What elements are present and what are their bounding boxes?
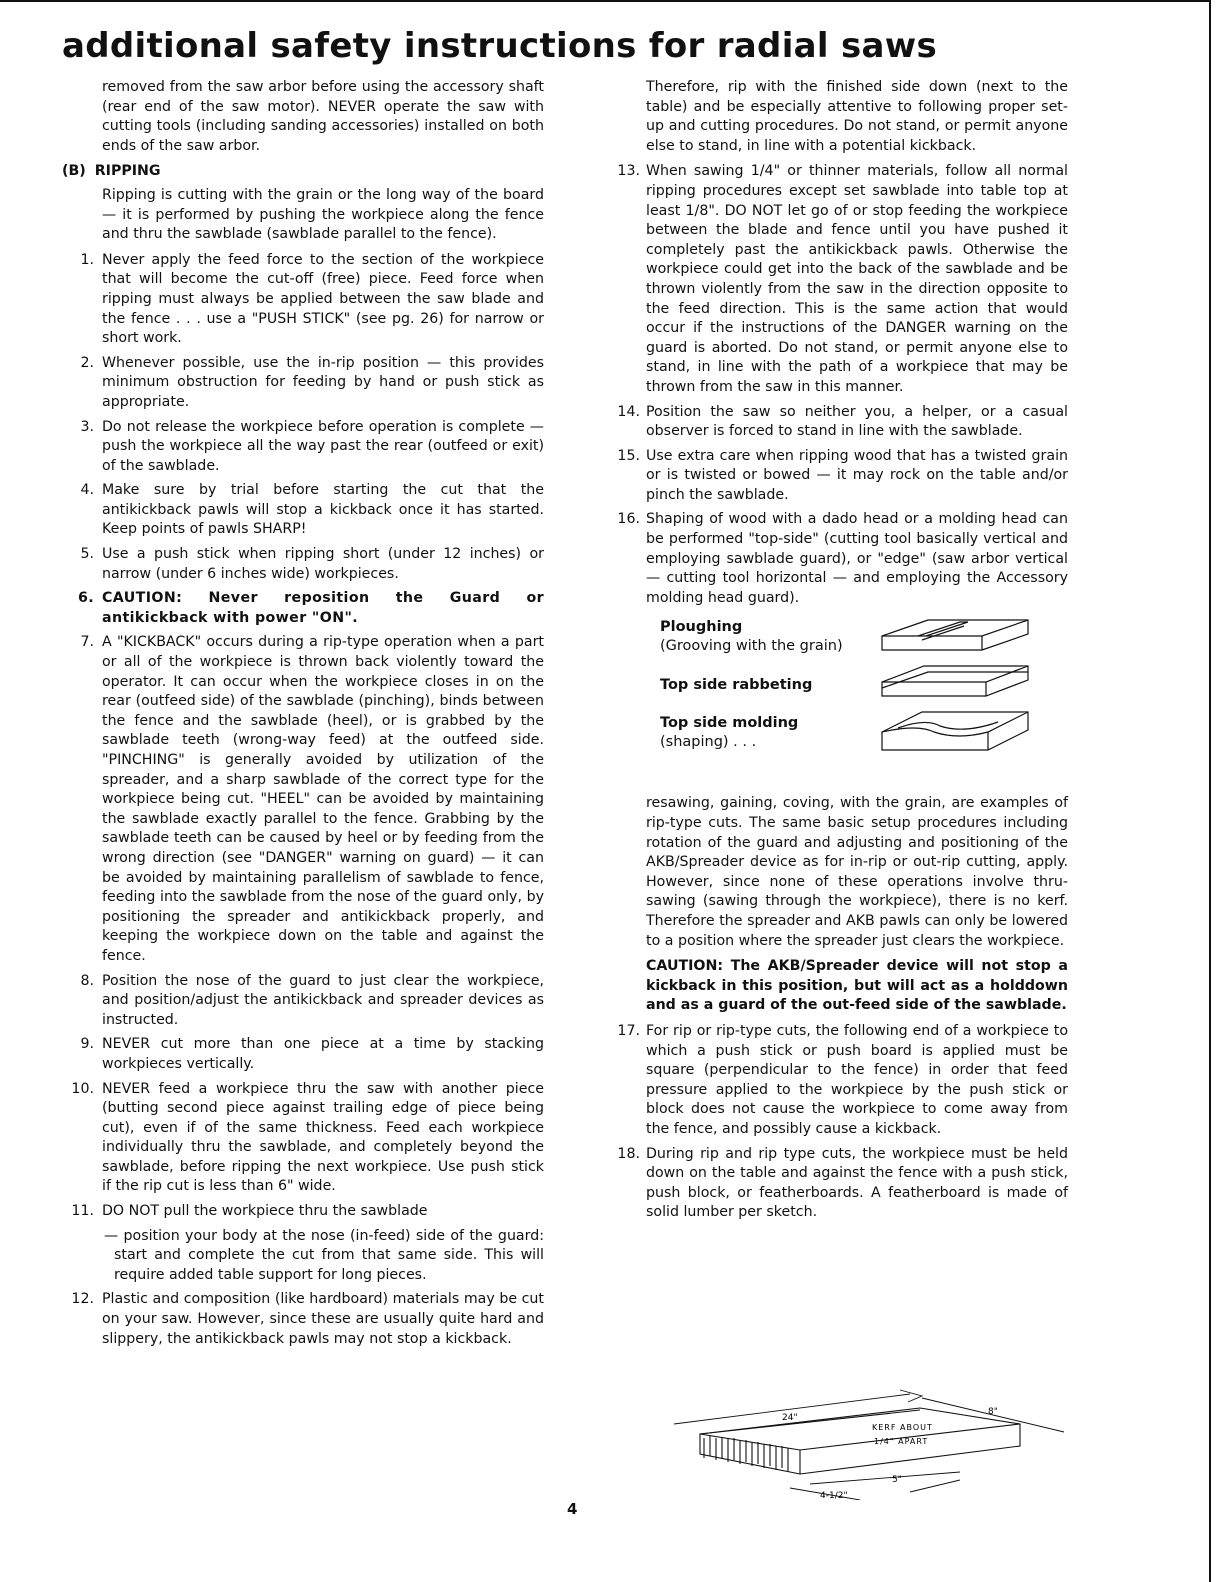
molding-label — [660, 714, 798, 752]
section-intro: Ripping is cutting with the grain or the long way of the board — it is performed by pushing the workpiece along the fence and thru the sawblade (sawblade parallel to the fence). — [102, 186, 544, 243]
dimension-lines — [674, 1390, 1064, 1500]
item-text: Position the nose of the guard to just clear the workpiece, and position/adjust the antikickback and spreader devices as instructed. — [102, 972, 544, 1028]
item-number: 15. — [617, 447, 640, 464]
page-title: additional safety instructions for radial saws — [62, 26, 938, 66]
list-item — [617, 447, 1068, 506]
kerf-note-1: KERF ABOUT — [872, 1423, 933, 1432]
item-text: CAUTION: Never reposition the Guard or antikickback with power "ON". — [102, 590, 544, 626]
item-text: Never apply the feed force to the section of the workpiece that will become the cut-off (free) piece. Feed force when ripping must always be applied between the saw blade and the fence . . . use a "PUSH STICK" (see pg. 26) for narrow or short work. — [102, 251, 544, 347]
item-number: 5. — [80, 546, 94, 563]
ploughing-subtitle: (Grooving with the grain) — [660, 638, 843, 655]
molding-title: Top side molding — [660, 715, 799, 732]
item-number: 14. — [617, 403, 640, 420]
list-item — [62, 418, 544, 477]
wood-profiles-illustration — [878, 614, 1038, 774]
page-number: 4 — [567, 1500, 578, 1518]
list-item — [617, 1022, 1068, 1140]
item-text: NEVER cut more than one piece at a time by stacking workpieces vertically. — [102, 1036, 544, 1072]
list-item — [62, 633, 544, 966]
item-text: Use extra care when ripping wood that has a twisted grain or is twisted or bowed — it may rock on the table and/or pinch the sawblade. — [646, 447, 1068, 503]
rabbeting-title: Top side rabbeting — [660, 677, 813, 694]
list-item — [617, 510, 1068, 608]
item-number: 9. — [80, 1036, 94, 1053]
item-text: For rip or rip-type cuts, the following end of a workpiece to which a push stick or push board is applied must be square (perpendicular to the fence) in order that feed pressure applied to the workpiece by the push stick or block does not cause the workpiece to come away from the fence, and possibly cause a kickback. — [646, 1022, 1068, 1137]
item-text: During rip and rip type cuts, the workpiece must be held down on the table and against the fence with a push stick, push block, or featherboards. A featherboard is made of solid lumber per sketch. — [646, 1145, 1068, 1221]
cut-types-figure — [646, 614, 1068, 784]
item-number: 7. — [80, 634, 94, 651]
item-text: Shaping of wood with a dado head or a molding head can be performed "top-side" (cutting tool basically vertical and employing sawblade guard), or "edge" (saw arbor vertical — cutting tool horizontal — and employing the Accessory molding head guard). — [646, 511, 1068, 606]
item-number: 18. — [617, 1145, 640, 1162]
section-heading — [62, 162, 544, 182]
item-number: 6. — [77, 590, 94, 607]
item-number: 16. — [617, 511, 640, 528]
continued-paragraph: Therefore, rip with the finished side down (next to the table) and be especially attentive to following proper set-up and cutting procedures. Do not stand, or permit anyone else to stand, in line with a potential kickback. — [646, 79, 1068, 154]
dim-4-half: 4-1/2" — [820, 1491, 848, 1500]
list-item — [62, 545, 544, 584]
kerf-note-2: 1/4" APART — [874, 1437, 929, 1446]
list-item — [617, 1145, 1068, 1223]
ploughing-board — [882, 620, 1028, 650]
item-text: NEVER feed a workpiece thru the saw with another piece (butting second piece against trailing edge of piece being cut), even if of the same thickness. Feed each workpiece individually thru the sawblade, and completely beyond the sawblade, before ripping the next workpiece. Use push stick if the rip cut is less than 6" wide. — [102, 1080, 544, 1195]
dim-width: 8" — [988, 1407, 998, 1417]
list-item — [617, 162, 1068, 397]
list-item — [62, 481, 544, 540]
item-text: When sawing 1/4" or thinner materials, follow all normal ripping procedures except set sawblade into table top at least 1/8". DO NOT let go of or stop feeding the workpiece between the blade and fence until you have pushed it completely past the antikickback pawls. Otherwise the workpiece could get into the back of the sawblade and be thrown violently from the saw in the direction opposite to the feed direction. This is the same action that would occur if the instructions of the DANGER warning on the guard is aborted. Do not stand, or permit anyone else to stand, in line with the path of a workpiece that may be thrown from the saw in this manner. — [646, 163, 1068, 395]
item-text: Use a push stick when ripping short (under 12 inches) or narrow (under 6 inches wide) workpieces. — [102, 546, 544, 582]
dim-length: 24" — [782, 1413, 798, 1423]
item-text: DO NOT pull the workpiece thru the sawblade — [102, 1203, 428, 1220]
item-text: Whenever possible, use the in-rip position — this provides minimum obstruction for feeding by hand or push stick as appropriate. — [102, 354, 544, 410]
item-text: Plastic and composition (like hardboard) materials may be cut on your saw. However, since these are usually quite hard and slippery, the antikickback pawls may not stop a kickback. — [102, 1291, 544, 1347]
item-text: Make sure by trial before starting the cut that the antikickback pawls will stop a kickback once it has started. Keep points of pawls SHARP! — [102, 482, 544, 538]
list-item — [62, 1202, 544, 1222]
molding-board — [882, 712, 1028, 750]
list-item — [62, 354, 544, 413]
item-number: 12. — [71, 1291, 94, 1308]
rip-type-paragraph: resawing, gaining, coving, with the grain, are examples of rip-type cuts. The same basic setup procedures including rotation of the guard and adjusting and positioning of the AKB/Spreader device as for in-rip or out-rip cutting, apply. However, since none of these operations involve thru-sawing (sawing through the workpiece), there is no kerf. Therefore the spreader and AKB pawls can only be lowered to a position where the spreader just clears the workpiece. — [646, 795, 1068, 949]
intro-paragraph: removed from the saw arbor before using the accessory shaft (rear end of the saw motor). NEVER operate the saw with cutting tools (including sanding accessories) installed on both ends of the saw arbor. — [102, 79, 544, 154]
featherboard-outline — [700, 1408, 1020, 1474]
left-column — [62, 78, 544, 1354]
item-number: 8. — [80, 972, 94, 989]
list-item — [62, 972, 544, 1031]
list-item — [62, 251, 544, 349]
item-text: Position the saw so neither you, a helper, or a casual observer is forced to stand in line with the sawblade. — [646, 403, 1068, 440]
item-number: 13. — [617, 163, 640, 180]
item-number: 2. — [80, 354, 94, 371]
page-border-top — [0, 0, 1210, 2]
list-item-caution — [62, 589, 544, 628]
item-text: Do not release the workpiece before operation is complete — push the workpiece all the way past the rear (outfeed or exit) of the sawblade. — [102, 418, 544, 474]
molding-subtitle: (shaping) . . . — [660, 734, 757, 751]
list-item — [617, 403, 1068, 442]
list-item — [62, 1290, 544, 1349]
rabbeting-board — [882, 666, 1028, 696]
item-number: 4. — [80, 482, 94, 499]
item-number: 11. — [71, 1203, 94, 1220]
akb-caution: CAUTION: The AKB/Spreader device will not stop a kickback in this position, but will act as a holddown and as a guard of the out-feed side of the sawblade. — [646, 958, 1068, 1014]
list-item — [62, 1035, 544, 1074]
section-title: RIPPING — [94, 163, 161, 180]
section-label: (B) — [62, 163, 86, 180]
rabbeting-label — [660, 676, 812, 695]
ploughing-title: Ploughing — [660, 619, 743, 636]
right-column — [617, 78, 1068, 1228]
featherboard-sketch — [660, 1388, 1070, 1500]
item-11-sub: — position your body at the nose (in-feed) side of the guard: start and complete the cut from that same side. This will require added table support for long pieces. — [104, 1227, 544, 1283]
item-number: 10. — [71, 1080, 94, 1097]
list-item — [62, 1080, 544, 1198]
ploughing-label — [660, 618, 843, 656]
page-border-right — [1209, 0, 1211, 1582]
item-number: 3. — [80, 418, 94, 435]
dim-5: 5" — [892, 1475, 902, 1485]
item-number: 17. — [617, 1022, 640, 1039]
item-text: A "KICKBACK" occurs during a rip-type operation when a part or all of the workpiece is thrown back violently toward the operator. It can occur when the workpiece closes in on the rear (outfeed side) of the sawblade (pinching), binds between the fence and the sawblade (heel), or is grabbed by the sawblade teeth (wrong-way feed) at the outfeed side. "PINCHING" is generally avoided by utilization of the spreader, and a sharp sawblade of the correct type for the workpiece being cut. "HEEL" can be avoided by maintaining the sawblade exactly parallel to the fence. Grabbing by the sawblade teeth can be caused by heel or by feeding from the wrong direction (see "DANGER" warning on guard) — it can be avoided by maintaining parallelism of sawblade to fence, feeding into the sawblade from the nose of the guard only, by positioning the spreader and antikickback properly, and keeping the workpiece down on the table and against the fence. — [102, 634, 544, 964]
item-number: 1. — [80, 251, 94, 268]
